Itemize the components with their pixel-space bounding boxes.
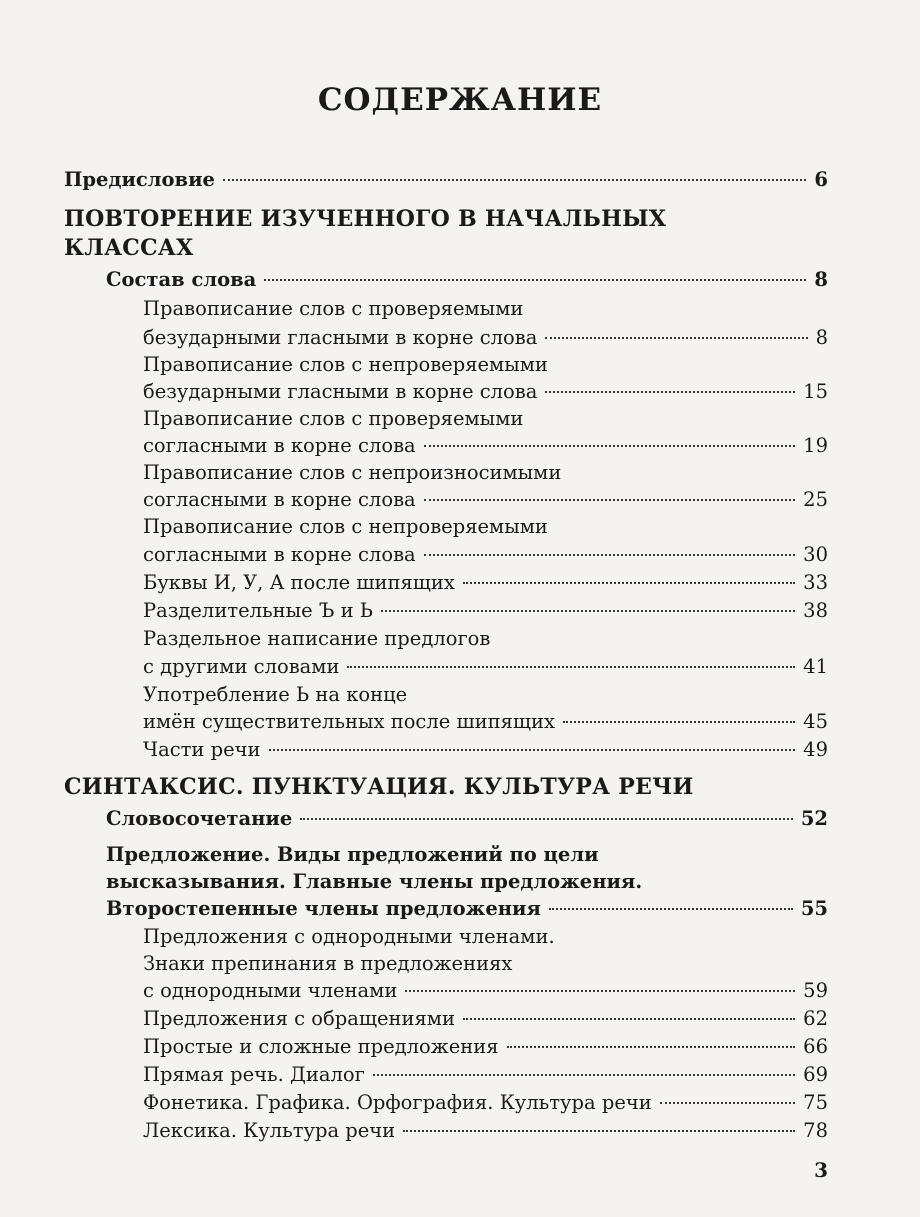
toc-page-number: 33 (803, 571, 828, 594)
toc-entry-label: Лексика. Культура речи (143, 1119, 396, 1142)
toc-entry-sostav (106, 267, 828, 293)
toc-entry-line: Раздельное написание предлогов (143, 627, 491, 650)
toc-entry (143, 325, 828, 351)
toc-page-number: 52 (800, 807, 828, 830)
leader-dots (549, 908, 793, 910)
toc-page-number: 62 (803, 1007, 828, 1030)
leader-dots (507, 1046, 796, 1048)
toc-page-number: 15 (803, 380, 828, 403)
toc-entry-label: Простые и сложные предложения (143, 1035, 499, 1058)
toc-entry (143, 542, 828, 568)
toc-page-number: 8 (814, 268, 828, 291)
toc-page-number: 59 (803, 979, 828, 1002)
toc-entry-line: Правописание слов с непроверяемыми (143, 353, 548, 376)
toc-entry-label: Второстепенные члены предложения (106, 897, 541, 920)
toc-page-number: 78 (803, 1119, 828, 1142)
leader-dots (264, 279, 806, 281)
toc-entry (143, 1034, 828, 1060)
toc-page-number: 75 (803, 1091, 828, 1114)
toc-entry-line: Правописание слов с проверяемыми (143, 407, 524, 430)
section-heading-2: СИНТАКСИС. ПУНКТУАЦИЯ. КУЛЬТУРА РЕЧИ (64, 774, 694, 800)
toc-entry-label: Разделительные Ъ и Ь (143, 599, 373, 622)
toc-entry (143, 709, 828, 735)
page-title: СОДЕРЖАНИЕ (317, 82, 603, 118)
leader-dots (424, 445, 796, 447)
toc-page-number: 6 (814, 168, 828, 191)
toc-page-number: 41 (803, 655, 828, 678)
toc-entry-line: Употребление Ь на конце (143, 683, 408, 706)
toc-entry (143, 1090, 828, 1116)
toc-entry (143, 570, 828, 596)
leader-dots (463, 582, 795, 584)
toc-page-number: 19 (803, 434, 828, 457)
toc-entry-label: с другими словами (143, 655, 340, 678)
toc-entry-label: согласными в корне слова (143, 543, 416, 566)
toc-entry-label: Состав слова (106, 268, 257, 291)
toc-entry-label: Буквы И, У, А после шипящих (143, 571, 455, 594)
toc-entry (143, 598, 828, 624)
toc-page-number: 45 (803, 710, 828, 733)
toc-entry-label: Части речи (143, 738, 261, 761)
toc-entry-label: Предложения с обращениями (143, 1007, 455, 1030)
toc-entry-label: Фонетика. Графика. Орфография. Культура речи (143, 1091, 652, 1114)
toc-page-number: 69 (803, 1063, 828, 1086)
toc-entry (143, 1006, 828, 1032)
toc-entry-line: Правописание слов с непроизносимыми (143, 461, 562, 484)
toc-entry (143, 487, 828, 513)
toc-entry (143, 433, 828, 459)
toc-entry-label: Словосочетание (106, 807, 293, 830)
toc-page-number: 55 (800, 897, 828, 920)
leader-dots (347, 666, 795, 668)
toc-entry-label: безударными гласными в корне слова (143, 380, 538, 403)
section-heading-1-cont: КЛАССАХ (64, 235, 194, 261)
toc-entry-label: с однородными членами (143, 979, 398, 1002)
leader-dots (563, 721, 795, 723)
toc-page-number: 25 (803, 488, 828, 511)
toc-entry-label: Прямая речь. Диалог (143, 1063, 365, 1086)
leader-dots (300, 818, 793, 820)
toc-entry-label: имён существительных после шипящих (143, 710, 556, 733)
toc-page-number: 38 (803, 599, 828, 622)
toc-entry-slovosochetanie (106, 806, 828, 832)
leader-dots (269, 749, 796, 751)
toc-entry (143, 1062, 828, 1088)
toc-entry-line: Предложения с однородными членами. (143, 925, 555, 948)
leader-dots (424, 554, 796, 556)
toc-entry-line: Правописание слов с проверяемыми (143, 297, 524, 320)
leader-dots (381, 610, 795, 612)
toc-entry (143, 978, 828, 1004)
leader-dots (373, 1074, 795, 1076)
leader-dots (463, 1018, 795, 1020)
toc-page-number: 30 (803, 543, 828, 566)
leader-dots (403, 1130, 795, 1132)
toc-entry-preface (64, 167, 828, 193)
leader-dots (660, 1102, 795, 1104)
toc-entry-label: Предисловие (64, 168, 215, 191)
toc-entry (143, 379, 828, 405)
toc-entry-label: согласными в корне слова (143, 488, 416, 511)
leader-dots (545, 391, 795, 393)
toc-entry-line: Правописание слов с непроверяемыми (143, 515, 548, 538)
section-heading-1: ПОВТОРЕНИЕ ИЗУЧЕННОГО В НАЧАЛЬНЫХ (64, 206, 667, 232)
leader-dots (405, 990, 795, 992)
toc-entry (106, 896, 828, 922)
toc-page-number: 66 (803, 1035, 828, 1058)
toc-page-number: 49 (803, 738, 828, 761)
toc-entry-label: согласными в корне слова (143, 434, 416, 457)
toc-entry (143, 654, 828, 680)
toc-entry (143, 737, 828, 763)
toc-entry-line: высказывания. Главные члены предложения. (106, 870, 643, 893)
toc-page-number: 8 (815, 326, 828, 349)
leader-dots (424, 499, 796, 501)
page-number: 3 (814, 1158, 828, 1182)
toc-entry-line: Предложение. Виды предложений по цели (106, 843, 599, 866)
leader-dots (545, 337, 807, 339)
toc-entry-label: безударными гласными в корне слова (143, 326, 538, 349)
toc-entry-line: Знаки препинания в предложениях (143, 952, 513, 975)
leader-dots (223, 179, 806, 181)
toc-entry (143, 1118, 828, 1144)
